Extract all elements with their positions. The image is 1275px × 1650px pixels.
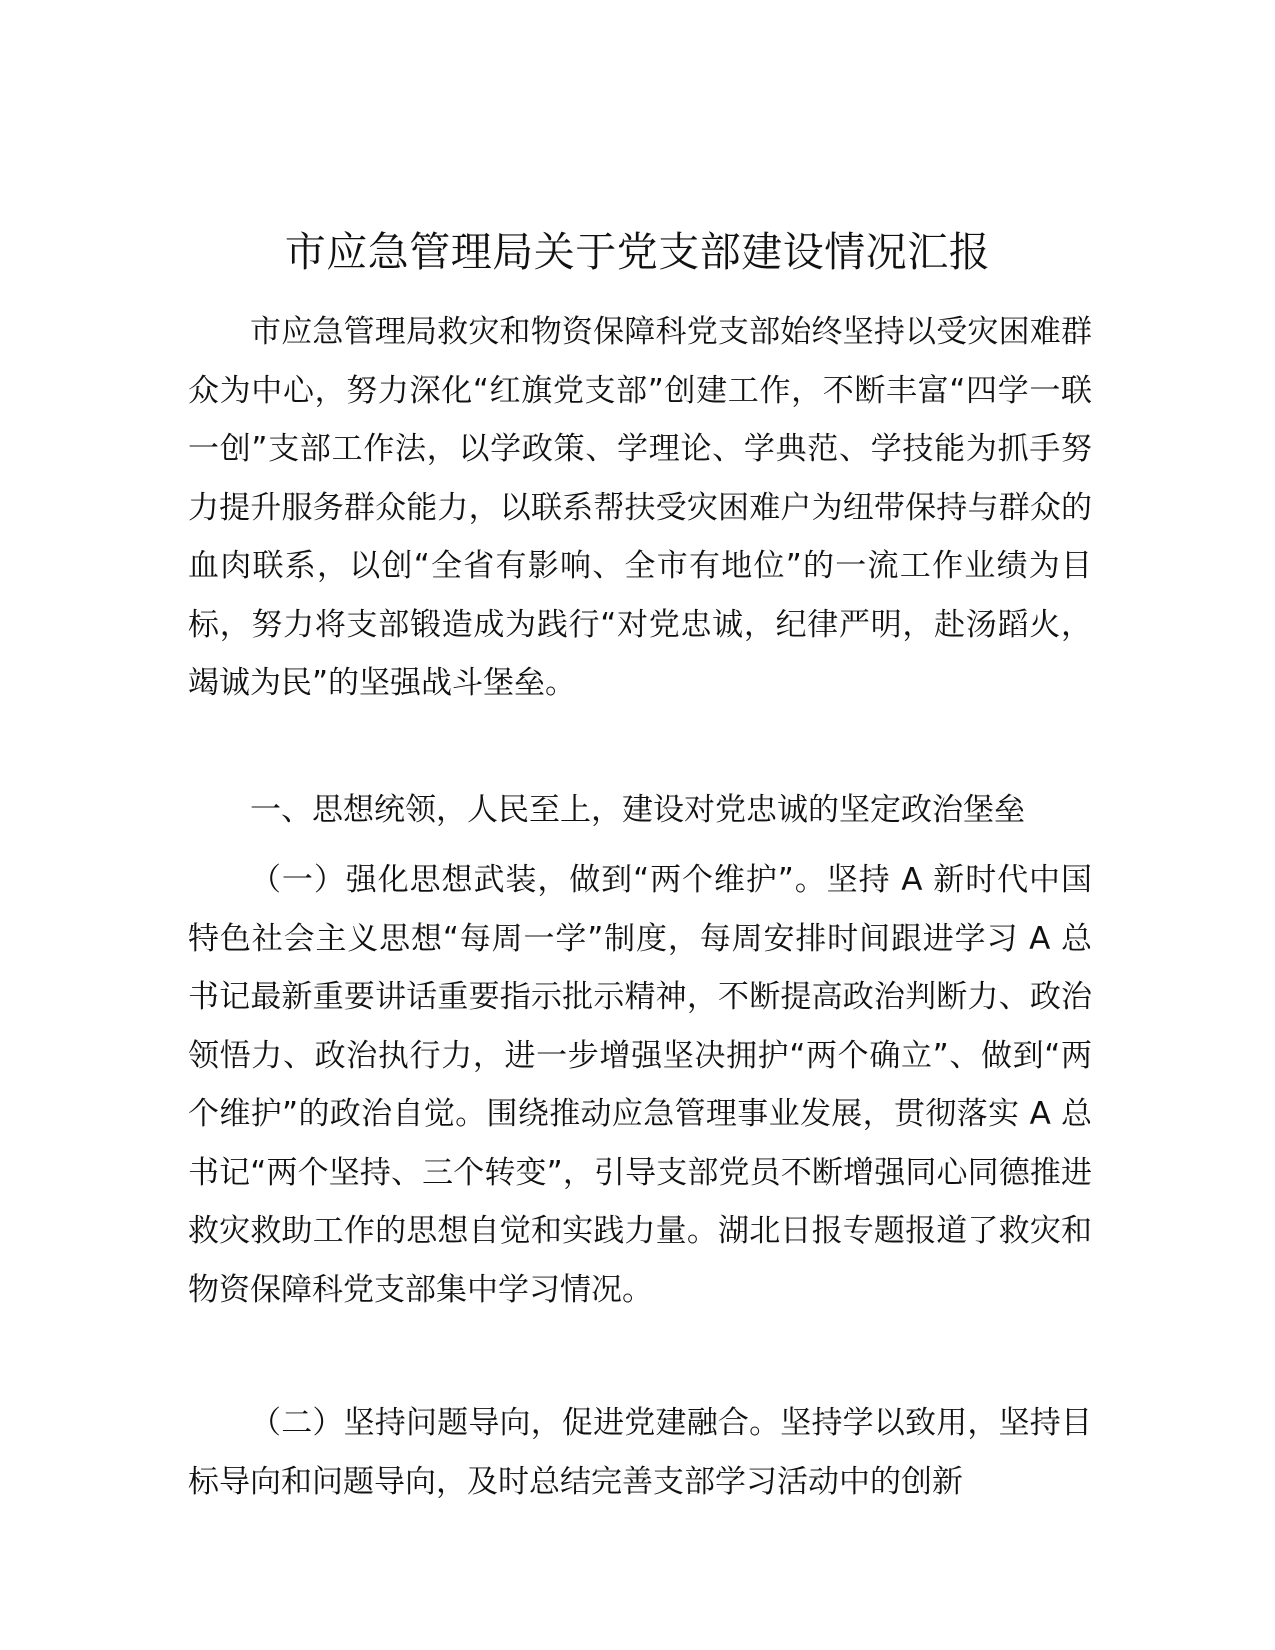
paragraph-subsection-1: （一）强化思想武装，做到“两个维护”。坚持 A 新时代中国特色社会主义思想“每周一学”制度，每周安排时间跟进学习 A 总书记最新重要讲话重要指示批示精神，不断提高政治判断力、政治领悟力、政治执行力，进一步增强坚决拥护“两个确立”、做到“两个维护”的政治自觉。围绕推动应急管理事业发展，贯彻落实 A 总书记“两个坚持、三个转变”，引导支部党员不断增强同心同德推进救灾救助工作的思想自觉和实践力量。湖北日报专题报道了救灾和物资保障科党支部集中学习情况。 <box>188 862 1092 1308</box>
paragraph-subsection-2: （二）坚持问题导向，促进党建融合。坚持学以致用，坚持目标导向和问题导向，及时总结完善支部学习活动中的创新 <box>188 1405 1092 1500</box>
section-heading-1: 一、思想统领，人民至上，建设对党忠诚的坚定政治堡垒 <box>250 792 1025 828</box>
document-title: 市应急管理局关于党支部建设情况汇报 <box>284 228 991 276</box>
paragraph-intro: 市应急管理局救灾和物资保障科党支部始终坚持以受灾困难群众为中心，努力深化“红旗党支部”创建工作，不断丰富“四学一联一创”支部工作法，以学政策、学理论、学典范、学技能为抓手努力提升服务群众能力，以联系帮扶受灾困难户为纽带保持与群众的血肉联系，以创“全省有影响、全市有地位”的一流工作业绩为目标，努力将支部锻造成为践行“对党忠诚，纪律严明，赴汤蹈火，竭诚为民”的坚强战斗堡垒。 <box>188 314 1092 701</box>
